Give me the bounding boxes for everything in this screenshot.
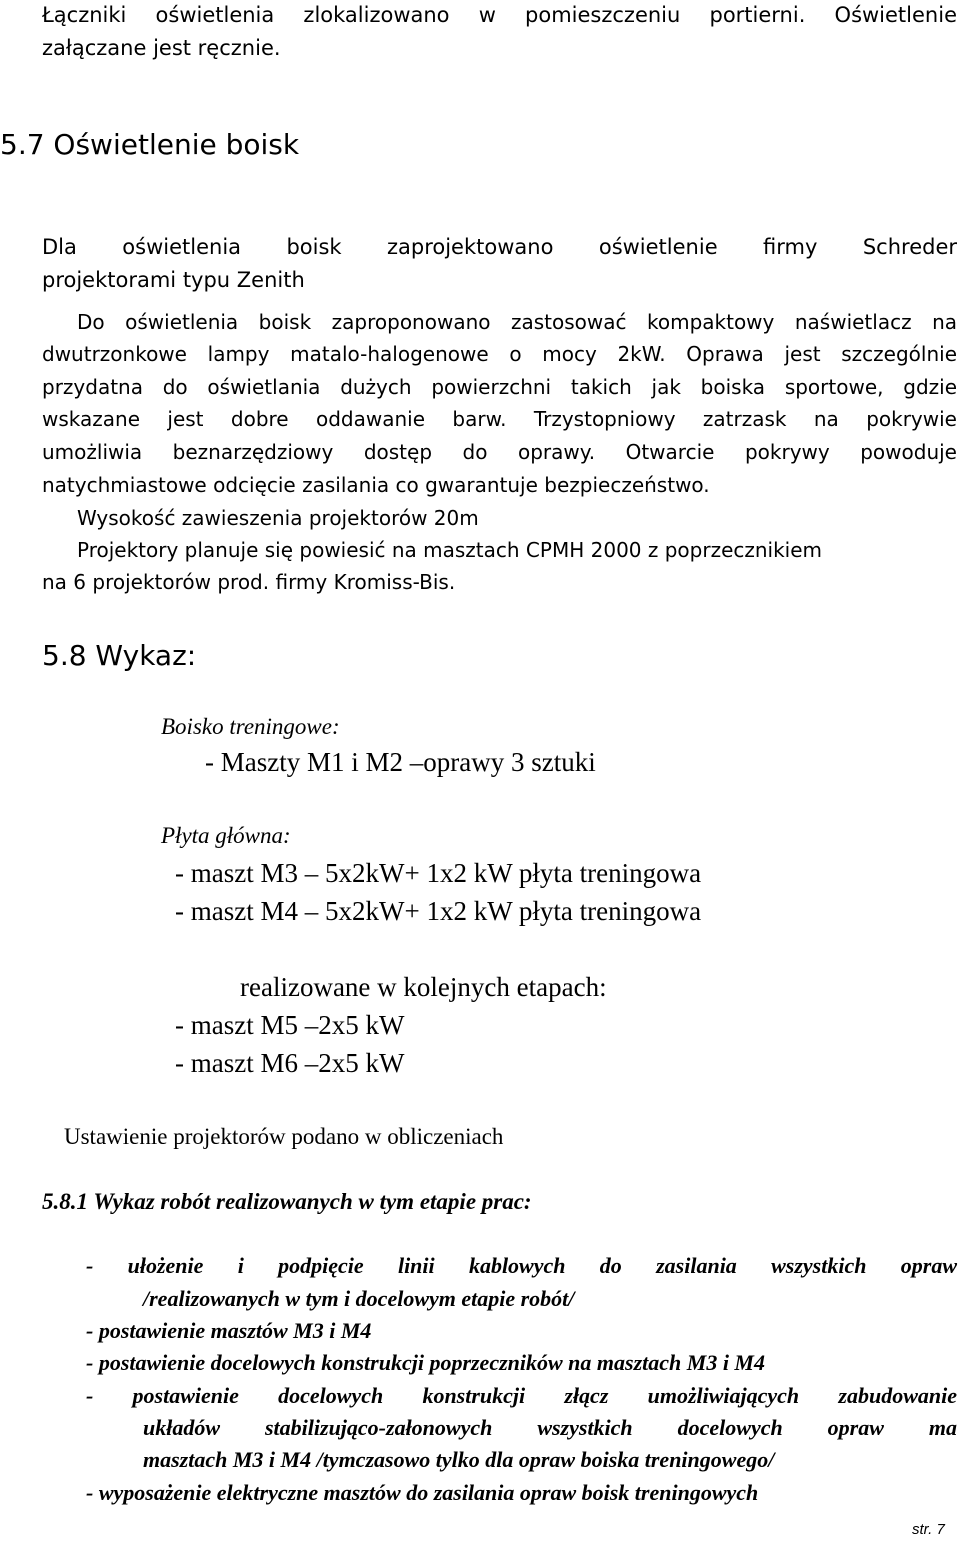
para2-line-3: przydatna do oświetlania dużych powierzchni takich jak boiska sportowe, gdzie [42, 375, 957, 399]
works-item-5: - wyposażenie elektryczne masztów do zasilania opraw boisk treningowych [86, 1480, 759, 1505]
para3-line-2: na 6 projektorów prod. firmy Kromiss-Bis. [42, 570, 456, 594]
section-heading-5-8-1: 5.8.1 Wykaz robót realizowanych w tym etapie prac: [42, 1189, 532, 1214]
intro-line-1: Łączniki oświetlenia zlokalizowano w pomieszczeniu portierni. Oświetlenie [42, 3, 957, 27]
works-item-3: - postawienie docelowych konstrukcji poprzeczników na masztach M3 i M4 [86, 1350, 765, 1375]
para2-line-1: Do oświetlenia boisk zaproponowano zastosować kompaktowy naświetlacz na [77, 310, 957, 334]
training-item: - Maszty M1 i M2 –oprawy 3 sztuki [205, 747, 596, 777]
para1-line-1: Dla oświetlenia boisk zaprojektowano oświetlenie firmy Schreder [42, 235, 957, 259]
main-item-m3: - maszt M3 – 5x2kW+ 1x2 kW płyta treningowa [175, 858, 702, 888]
intro-line-2: załączane jest ręcznie. [42, 36, 281, 60]
stage-item-m6: - maszt M6 –2x5 kW [175, 1048, 405, 1078]
works-item-2: - postawienie masztów M3 i M4 [86, 1318, 372, 1343]
height-line: Wysokość zawieszenia projektorów 20m [77, 506, 479, 530]
para2-line-2: dwutrzonkowe lampy matalo-halogenowe o mocy 2kW. Oprawa jest szczególnie [42, 342, 957, 366]
section-heading-5-7: 5.7 Oświetlenie boisk [0, 128, 300, 161]
stage-item-m5: - maszt M5 –2x5 kW [175, 1010, 405, 1040]
para2-line-4: wskazane jest dobre oddawanie barw. Trzystopniowy zatrzask na pokrywie [42, 407, 957, 431]
training-label: Boisko treningowe: [161, 714, 340, 739]
section-heading-5-8: 5.8 Wykaz: [42, 639, 197, 672]
works-item-1-line-2: /realizowanych w tym i docelowym etapie robót/ [143, 1286, 575, 1311]
placement-note: Ustawienie projektorów podano w obliczeniach [64, 1124, 504, 1149]
page-number: str. 7 [912, 1521, 945, 1538]
para2-line-6: natychmiastowe odcięcie zasilania co gwarantuje bezpieczeństwo. [42, 473, 710, 497]
stages-label: realizowane w kolejnych etapach: [240, 972, 607, 1002]
works-item-4-line-3: masztach M3 i M4 /tymczasowo tylko dla opraw boiska treningowego/ [143, 1447, 775, 1472]
main-label: Płyta główna: [161, 823, 291, 848]
works-item-4-line-1: - postawienie docelowych konstrukcji złącz umożliwiających zabudowanie [86, 1383, 957, 1408]
para2-line-5: umożliwia beznarzędziowy dostęp do oprawy. Otwarcie pokrywy powoduje [42, 440, 957, 464]
works-item-4-line-2: układów stabilizująco-załonowych wszystkich docelowych opraw ma [143, 1415, 957, 1440]
main-item-m4: - maszt M4 – 5x2kW+ 1x2 kW płyta treningowa [175, 896, 702, 926]
para1-line-2: projektorami typu Zenith [42, 268, 305, 292]
para3-line-1: Projektory planuje się powiesić na masztach CPMH 2000 z poprzecznikiem [77, 538, 823, 562]
works-item-1-line-1: - ułożenie i podpięcie linii kablowych do zasilania wszystkich opraw [86, 1253, 957, 1278]
